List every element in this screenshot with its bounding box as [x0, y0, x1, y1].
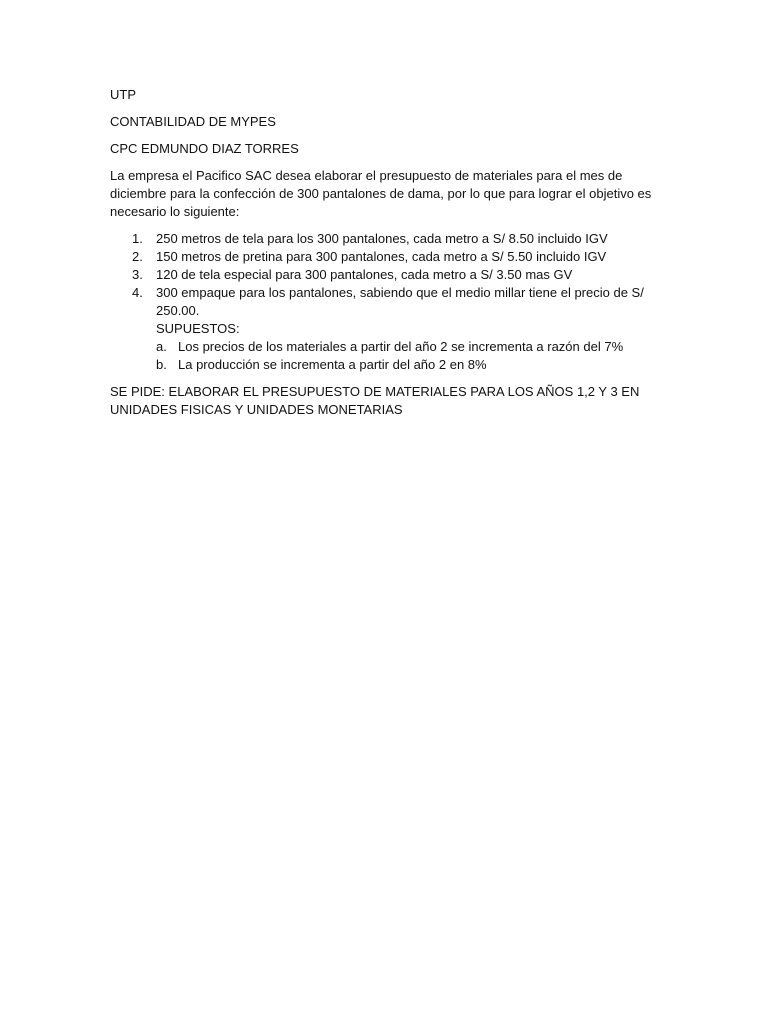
- assumptions-heading: SUPUESTOS:: [156, 321, 240, 336]
- document-body: [110, 86, 660, 419]
- assumption-text: La producción se incrementa a partir del año 2 en 8%: [178, 357, 487, 372]
- list-item: [110, 266, 660, 284]
- list-item-number: 3.: [132, 267, 143, 282]
- assumption-letter: b.: [156, 357, 167, 372]
- request-paragraph: SE PIDE: ELABORAR EL PRESUPUESTO DE MATERIALES PARA LOS AÑOS 1,2 Y 3 EN UNIDADES FISICAS Y UNIDADES MONETARIAS: [110, 384, 640, 417]
- header-instructor: CPC EDMUNDO DIAZ TORRES: [110, 141, 299, 156]
- assumption-text: Los precios de los materiales a partir del año 2 se incrementa a razón del 7%: [178, 339, 624, 354]
- list-item-text: 120 de tela especial para 300 pantalones, cada metro a S/ 3.50 mas GV: [156, 267, 573, 282]
- list-item: [110, 248, 660, 266]
- list-item-text: 250 metros de tela para los 300 pantalones, cada metro a S/ 8.50 incluido IGV: [156, 231, 608, 246]
- assumption-item: [156, 338, 660, 356]
- list-item-text: 300 empaque para los pantalones, sabiendo que el medio millar tiene el precio de S/ 250.00.: [156, 285, 644, 318]
- list-item-text: 150 metros de pretina para 300 pantalones, cada metro a S/ 5.50 incluido IGV: [156, 249, 607, 264]
- requirements-list: [110, 230, 660, 374]
- header-institution: UTP: [110, 87, 136, 102]
- intro-paragraph: La empresa el Pacifico SAC desea elaborar el presupuesto de materiales para el mes de diciembre para la confección de 300 pantalones de dama, por lo que para lograr el objetivo es necesario lo siguiente:: [110, 168, 652, 219]
- list-item: [110, 284, 660, 374]
- list-item-number: 4.: [132, 285, 143, 300]
- list-item-number: 1.: [132, 231, 143, 246]
- assumption-item: [156, 356, 660, 374]
- list-item: [110, 230, 660, 248]
- list-item-number: 2.: [132, 249, 143, 264]
- header-course: CONTABILIDAD DE MYPES: [110, 114, 276, 129]
- assumptions-list: [156, 338, 660, 374]
- assumption-letter: a.: [156, 339, 167, 354]
